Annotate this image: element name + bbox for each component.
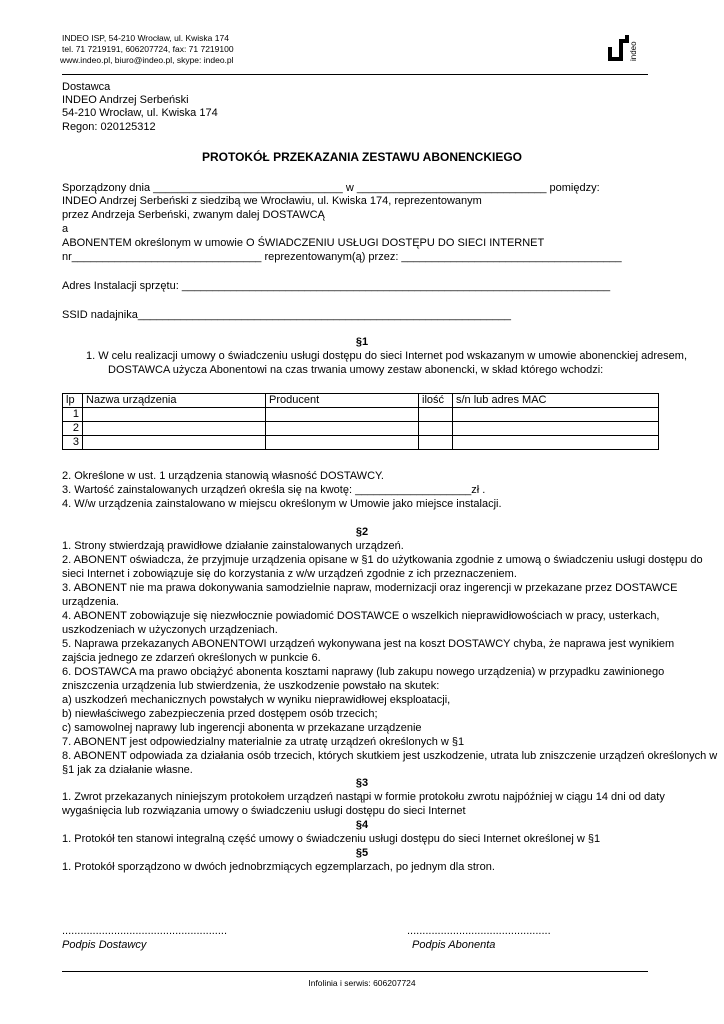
table-row [63, 408, 659, 422]
col-header-lp: lp [63, 394, 83, 408]
section3-line2: wygaśnięcia lub rozwiązania umowy o świadczeniu usługi dostępu do sieci Internet [62, 805, 466, 817]
cell-qty [419, 408, 453, 422]
supplier-signature-line: ...................................................... [62, 925, 228, 937]
section2-line: 1. Strony stwierdzają prawidłowe działanie zainstalowanych urządzeń. [62, 540, 404, 552]
table-row [63, 436, 659, 450]
section2-heading: §2 [355, 526, 369, 538]
section2-line: 7. ABONENT jest odpowiedzialny materialnie za utratę urządzeń określonych w §1 [62, 736, 465, 748]
section2-line: 3. ABONENT nie ma prawa dokonywania samodzielnie napraw, modernizacji oraz ingerencji w przekazane przez DOSTAWCE [62, 582, 678, 594]
installation-address: Adres Instalacji sprzętu: ______________________________________________________________________ [62, 280, 611, 292]
section4-heading: §4 [355, 819, 369, 831]
company-contact: www.indeo.pl, biuro@indeo.pl, skype: indeo.pl [60, 55, 234, 65]
section4-line1: 1. Protokół ten stanowi integralną część umowy o świadczeniu usługi dostępu do sieci Internet określonej w §1 [62, 833, 601, 845]
section1-heading: §1 [355, 336, 369, 348]
col-header-name: Nazwa urządzenia [83, 394, 266, 408]
page-title: PROTOKÓŁ PRZEKAZANIA ZESTAWU ABONENCKIEGO [201, 150, 522, 164]
section1-p4: 4. W/w urządzenia zainstalowano w miejscu określonym w Umowie jako miejsce instalacji. [62, 498, 502, 510]
company-phone: tel. 71 7219191, 606207724, fax: 71 7219100 [62, 44, 234, 54]
cell-producer [266, 408, 419, 422]
section2-line: b) niewłaściwego zabezpieczenia przed dostępem osób trzecich; [62, 708, 378, 720]
cell-producer [266, 436, 419, 450]
section2-line: a) uszkodzeń mechanicznych powstałych w wyniku nieprawidłowej eksploatacji, [62, 694, 451, 706]
cell-name [83, 436, 266, 450]
intro-supplier: INDEO Andrzej Serbeński z siedzibą we Wrocławiu, ul. Kwiska 174, reprezentowanym [62, 195, 482, 207]
section2-line: uszkodzeniach w użyczonych urządzeniach. [62, 624, 278, 636]
col-header-producer: Producent [266, 394, 419, 408]
section2-line: c) samowolnej naprawy lub ingerencji abonenta w przekazane urządzenie [62, 722, 422, 734]
col-header-qty: ilość [419, 394, 453, 408]
supplier-address: 54-210 Wrocław, ul. Kwiska 174 [62, 107, 218, 119]
section5-line1: 1. Protokół sporządzono w dwóch jednobrzmiących egzemplarzach, po jednym dla stron. [62, 861, 495, 873]
intro-subscriber: ABONENTEM określonym w umowie O ŚWIADCZENIU USŁUGI DOSTĘPU DO SIECI INTERNET [62, 237, 545, 249]
section2-line: 8. ABONENT odpowiada za działania osób trzecich, których skutkiem jest uszkodzenie, utrata lub zniszczenie urządzeń określonych w [62, 750, 718, 762]
col-header-mac: s/n lub adres MAC [453, 394, 659, 408]
indeo-logo [606, 33, 644, 63]
equipment-table [62, 393, 659, 450]
cell-mac [453, 408, 659, 422]
table-header-row [63, 394, 659, 408]
subscriber-signature-line: ............................................... [407, 925, 551, 937]
footer-rule [62, 971, 648, 972]
row-number: 2 [63, 422, 83, 436]
row-number: 1 [63, 408, 83, 422]
section5-heading: §5 [355, 847, 369, 859]
cell-name [83, 408, 266, 422]
supplier-signature-label: Podpis Dostawcy [62, 939, 147, 951]
section1-p3: 3. Wartość zainstalowanych urządzeń określa się na kwotę: ___________________zł . [62, 484, 486, 496]
cell-qty [419, 436, 453, 450]
supplier-regon: Regon: 020125312 [62, 121, 156, 133]
supplier-label: Dostawca [62, 81, 111, 93]
cell-qty [419, 422, 453, 436]
section1-p1-line1: 1. W celu realizacji umowy o świadczeniu usługi dostępu do sieci Internet pod wskazanym w umowie abonenckiej adresem, [86, 350, 688, 362]
section2-line: 4. ABONENT zobowiązuje się niezwłocznie powiadomić DOSTAWCE o wszelkich nieprawidłowościach w pracy, usterkach, [62, 610, 660, 622]
cell-name [83, 422, 266, 436]
indeo-logo-icon [606, 33, 644, 63]
section2-line: 6. DOSTAWCA ma prawo obciążyć abonenta kosztami naprawy (lub zakupu nowego urządzenia) w przypadku zawinionego [62, 666, 665, 678]
supplier-name: INDEO Andrzej Serbeński [62, 94, 189, 106]
header-rule [62, 74, 648, 75]
intro-and: a [62, 223, 69, 235]
section2-line: zajścia jednego ze zdarzeń określonych w punkcie 6. [62, 652, 321, 664]
intro-represented: przez Andrzeja Serbeński, zwanym dalej DOSTAWCĄ [62, 209, 325, 221]
section2-line: §1 jak za działanie własne. [62, 764, 193, 776]
company-address: INDEO ISP, 54-210 Wrocław, ul. Kwiska 174 [62, 33, 229, 43]
section3-line1: 1. Zwrot przekazanych niniejszym protokołem urządzeń nastąpi w formie protokołu zwrotu najpóźniej w ciągu 14 dni od daty [62, 791, 665, 803]
section2-line: 5. Naprawa przekazanych ABONENTOWI urządzeń wykonywana jest na koszt DOSTAWCY chyba, że naprawa jest wynikiem [62, 638, 675, 650]
section2-line: sieci Internet i zobowiązuje się do korzystania z w/w urządzeń zgodnie z ich przeznaczeniem. [62, 568, 517, 580]
intro-contract-number: nr_______________________________ reprezentowanym(ą) przez: ____________________________________ [62, 251, 622, 263]
section1-p2: 2. Określone w ust. 1 urządzenia stanowią własność DOSTAWCY. [62, 470, 384, 482]
section3-heading: §3 [355, 777, 369, 789]
row-number: 3 [63, 436, 83, 450]
section2-line: 2. ABONENT oświadcza, że przyjmuje urządzenia opisane w §1 do użytkowania zgodnie z umową o świadczeniu usługi dostępu do [62, 554, 703, 566]
section1-p1-line2: DOSTAWCA użycza Abonentowi na czas trwania umowy zestaw abonencki, w skład którego wchodzi: [108, 364, 604, 376]
section2-line: zniszczenia urządzenia lub stwierdzenia, że uszkodzenie powstało na skutek: [62, 680, 440, 692]
ssid-line: SSID nadajnika_____________________________________________________________ [62, 309, 512, 321]
cell-mac [453, 422, 659, 436]
footer-hotline: Infolinia i serwis: 606207724 [308, 978, 416, 988]
intro-date-place: Sporządzony dnia _______________________________ w _______________________________ pomiędzy: [62, 182, 600, 194]
cell-mac [453, 436, 659, 450]
table-row [63, 422, 659, 436]
section2-line: urządzenia. [62, 596, 119, 608]
subscriber-signature-label: Podpis Abonenta [412, 939, 496, 951]
svg-text:indeo: indeo [629, 41, 638, 61]
cell-producer [266, 422, 419, 436]
